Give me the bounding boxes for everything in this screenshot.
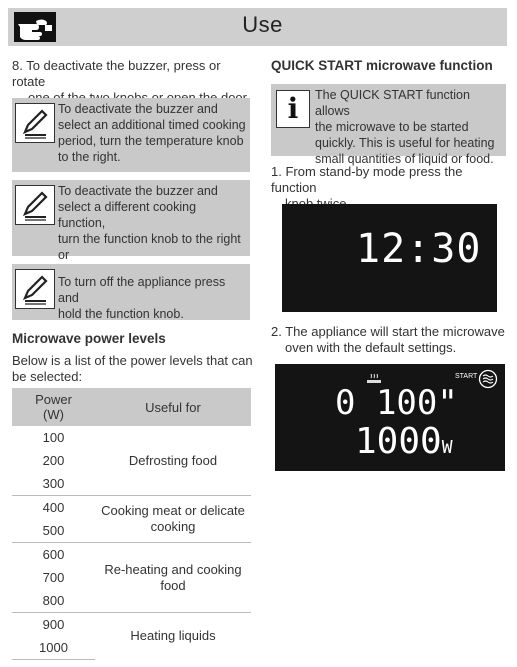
power-value-readout: 1000	[355, 421, 442, 462]
table-row	[12, 426, 251, 449]
clock-readout: 12:30	[356, 226, 482, 272]
use-cell: Defrosting food	[128, 452, 218, 468]
timer-readout: 0 100"	[335, 383, 458, 423]
power-value: 500	[42, 523, 65, 538]
power-value: 800	[42, 593, 65, 608]
power-levels-heading: Microwave power levels	[12, 331, 166, 346]
power-value: 400	[12, 496, 95, 520]
column-header-use: Useful for	[95, 388, 251, 426]
info-box	[271, 84, 506, 166]
microwave-display	[275, 364, 505, 471]
power-levels-intro: Below is a list of the power levels that can be selected:	[12, 353, 253, 384]
info-text: The QUICK START function allows the microwave to be started quickly. This is useful for heating small quantities of liquid or food.	[315, 88, 495, 166]
pencil-note-icon	[15, 103, 55, 143]
use-cell: Heating liquids	[95, 613, 251, 660]
power-value: 600	[12, 543, 95, 567]
pencil-note-icon	[15, 269, 55, 309]
note-text: To turn off the appliance press and hold the function knob.	[58, 275, 226, 321]
note-box	[12, 180, 250, 262]
step-2-text: 2. The appliance will start the microwave oven with the default settings.	[271, 324, 505, 355]
step-8-line: 8. To deactivate the buzzer, press or rotate	[12, 58, 221, 89]
power-levels-table	[12, 388, 251, 660]
power-value: 700	[42, 570, 65, 585]
info-icon: i	[276, 90, 310, 128]
quick-start-heading: QUICK START microwave function	[271, 58, 493, 73]
power-value: 200	[42, 453, 65, 468]
power-value: 1000	[12, 636, 95, 660]
use-cell: Re-heating and cooking food	[95, 543, 251, 613]
use-cell: Cooking meat or delicate cooking	[95, 496, 251, 543]
table-row	[12, 613, 251, 637]
note-text: To deactivate the buzzer and select an additional timed cooking period, turn the temperature knob to the right.	[58, 102, 246, 164]
page-title: Use	[242, 12, 283, 37]
power-readout	[355, 422, 453, 462]
table-row	[12, 543, 251, 567]
page-header	[8, 8, 507, 46]
power-value: 900	[12, 613, 95, 637]
step-1-text: 1. From stand-by mode press the function	[271, 164, 463, 195]
microwave-waves-icon	[478, 369, 498, 394]
power-value: 300	[42, 476, 65, 491]
pencil-note-icon	[15, 185, 55, 225]
power-unit: W	[441, 437, 453, 458]
table-row	[12, 496, 251, 520]
standby-display	[282, 204, 497, 312]
note-box	[12, 264, 250, 320]
note-box	[12, 98, 250, 172]
note-text: To deactivate the buzzer and select a different cooking function, turn the function knob to the right or	[58, 184, 241, 262]
column-header-power: Power (W)	[12, 388, 95, 426]
start-label: START	[455, 373, 478, 380]
power-value: 100	[42, 430, 65, 445]
